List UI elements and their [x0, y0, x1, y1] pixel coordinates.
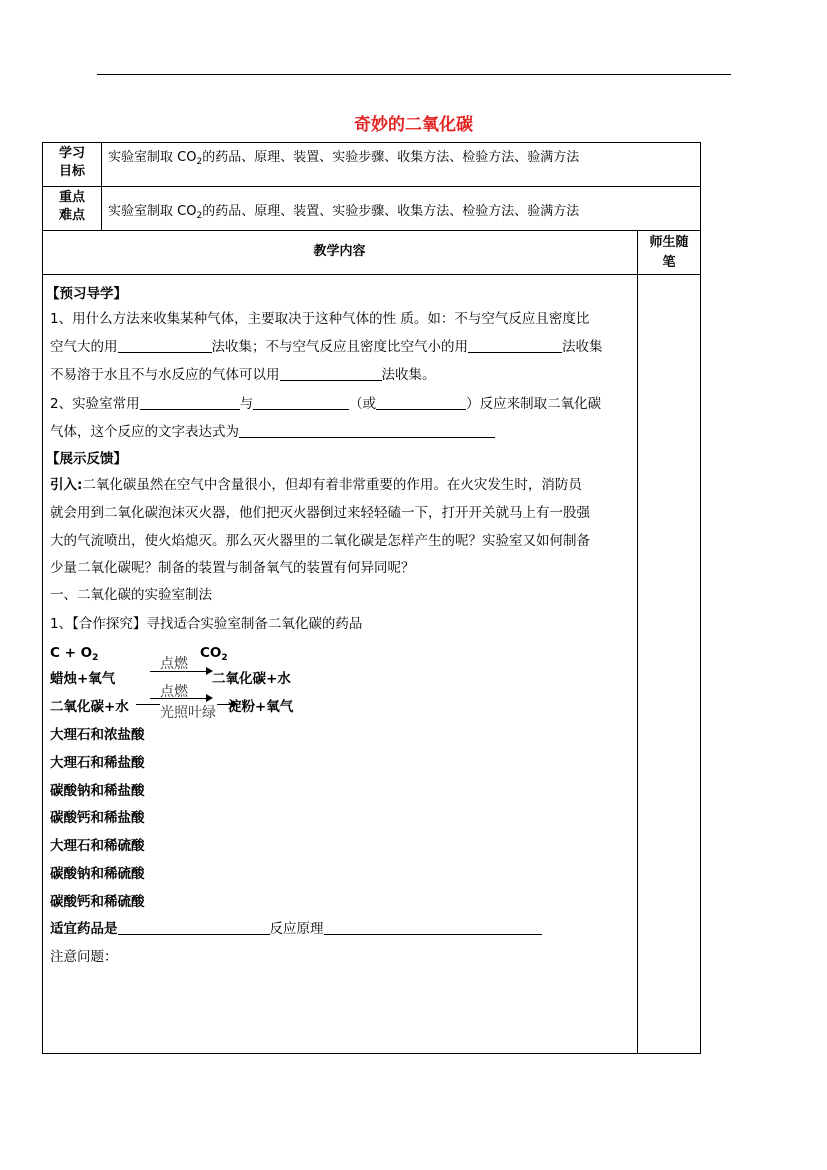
- reaction-2-products: 二氧化碳+水: [212, 671, 291, 687]
- reagent-option: 大理石和浓盐酸: [50, 727, 145, 743]
- answer-blank[interactable]: [118, 338, 212, 353]
- col-divider: [637, 230, 638, 1054]
- inquiry-prompt: 1、【合作探究】寻找适合实验室制备二氧化碳的药品: [50, 616, 363, 632]
- answer-blank[interactable]: [280, 366, 382, 381]
- row-divider: [42, 230, 701, 231]
- reaction-2-reactants: 蜡烛+氧气: [50, 671, 116, 687]
- feedback-heading: 【展示反馈】: [46, 451, 127, 467]
- reaction-1-product: $CO_2$: [200, 645, 228, 663]
- reaction-3-reactants: 二氧化碳+水: [50, 699, 129, 715]
- reagent-option: 碳酸钙和稀盐酸: [50, 810, 145, 826]
- question-1-line-1: 1、用什么方法来收集某种气体，主要取决于这种气体的性 质。如：不与空气反应且密度比: [50, 311, 590, 327]
- reagent-option: 大理石和稀硫酸: [50, 838, 145, 854]
- conclusion-line: 适宜药品是 反应原理: [50, 916, 542, 942]
- notes-prompt: 注意问题：: [50, 949, 118, 965]
- answer-blank[interactable]: [253, 395, 349, 410]
- key-points-text: 实验室制取 $CO_2$的药品、原理、装置、实验步骤、收集方法、检验方法、验满方法: [108, 204, 580, 221]
- header-rule: [97, 74, 731, 75]
- reaction-2-condition: 点燃: [160, 684, 188, 700]
- reaction-1-condition: 点燃: [160, 656, 188, 672]
- reaction-arrow: [150, 671, 208, 672]
- intro-line-3: 大的气流喷出，使火焰熄灭。那么灭火器里的二氧化碳是怎样产生的呢？实验室又如何制备: [50, 533, 590, 549]
- answer-blank[interactable]: [468, 338, 562, 353]
- arrow-head-icon: [206, 694, 213, 702]
- answer-blank[interactable]: [324, 920, 542, 935]
- intro-line-2: 就会用到二氧化碳泡沫灭火器，他们把灭火器倒过来轻轻磕一下，打开开关就马上有一股强: [50, 505, 590, 521]
- goal-text: 实验室制取 $CO_2$的药品、原理、装置、实验步骤、收集方法、检验方法、验满方法: [108, 150, 580, 167]
- answer-blank[interactable]: [239, 423, 495, 438]
- reaction-3-condition: 光照叶绿: [160, 702, 217, 722]
- answer-blank[interactable]: [140, 395, 240, 410]
- reaction-1-reactants: $C + O_2$: [50, 645, 99, 663]
- question-1-line-3: 不易溶于水且不与水反应的气体可以用 法收集。: [50, 367, 436, 383]
- section-heading: 一、二氧化碳的实验室制法: [50, 587, 212, 603]
- notes-header: 师生随 笔: [649, 235, 689, 270]
- question-2-line-2: 气体，这个反应的文字表达式为: [50, 419, 495, 445]
- reagent-option: 碳酸钠和稀硫酸: [50, 866, 145, 882]
- preview-heading: 【预习导学】: [46, 286, 127, 302]
- intro-line-1: 引入:二氧化碳虽然在空气中含量很小，但却有着非常重要的作用。在火灾发生时，消防员: [50, 477, 582, 493]
- reaction-arrow: [150, 698, 208, 699]
- goal-label: 学习 目标: [58, 146, 85, 179]
- key-points-label: 重点 难点: [58, 190, 85, 223]
- reaction-3-products: 淀粉+氧气: [228, 699, 294, 715]
- answer-blank[interactable]: [376, 395, 466, 410]
- reagent-option: 碳酸钙和稀硫酸: [50, 894, 145, 910]
- content-header: 教学内容: [313, 244, 366, 259]
- row-divider: [42, 186, 701, 187]
- intro-line-4: 少量二氧化碳呢？制备的装置与制备氧气的装置有何异同呢？: [50, 560, 415, 576]
- question-2-line-1: 2、实验室常用 与 （或 ）反应来制取二氧化碳: [50, 396, 602, 412]
- row-divider: [42, 274, 701, 275]
- answer-blank[interactable]: [118, 920, 270, 935]
- reagent-option: 碳酸钠和稀盐酸: [50, 783, 145, 799]
- reagent-option: 大理石和稀盐酸: [50, 755, 145, 771]
- question-1-line-2: 空气大的用 法收集；不与空气反应且密度比空气小的用 法收集: [50, 339, 603, 355]
- page-title: 奇妙的二氧化碳: [354, 115, 473, 135]
